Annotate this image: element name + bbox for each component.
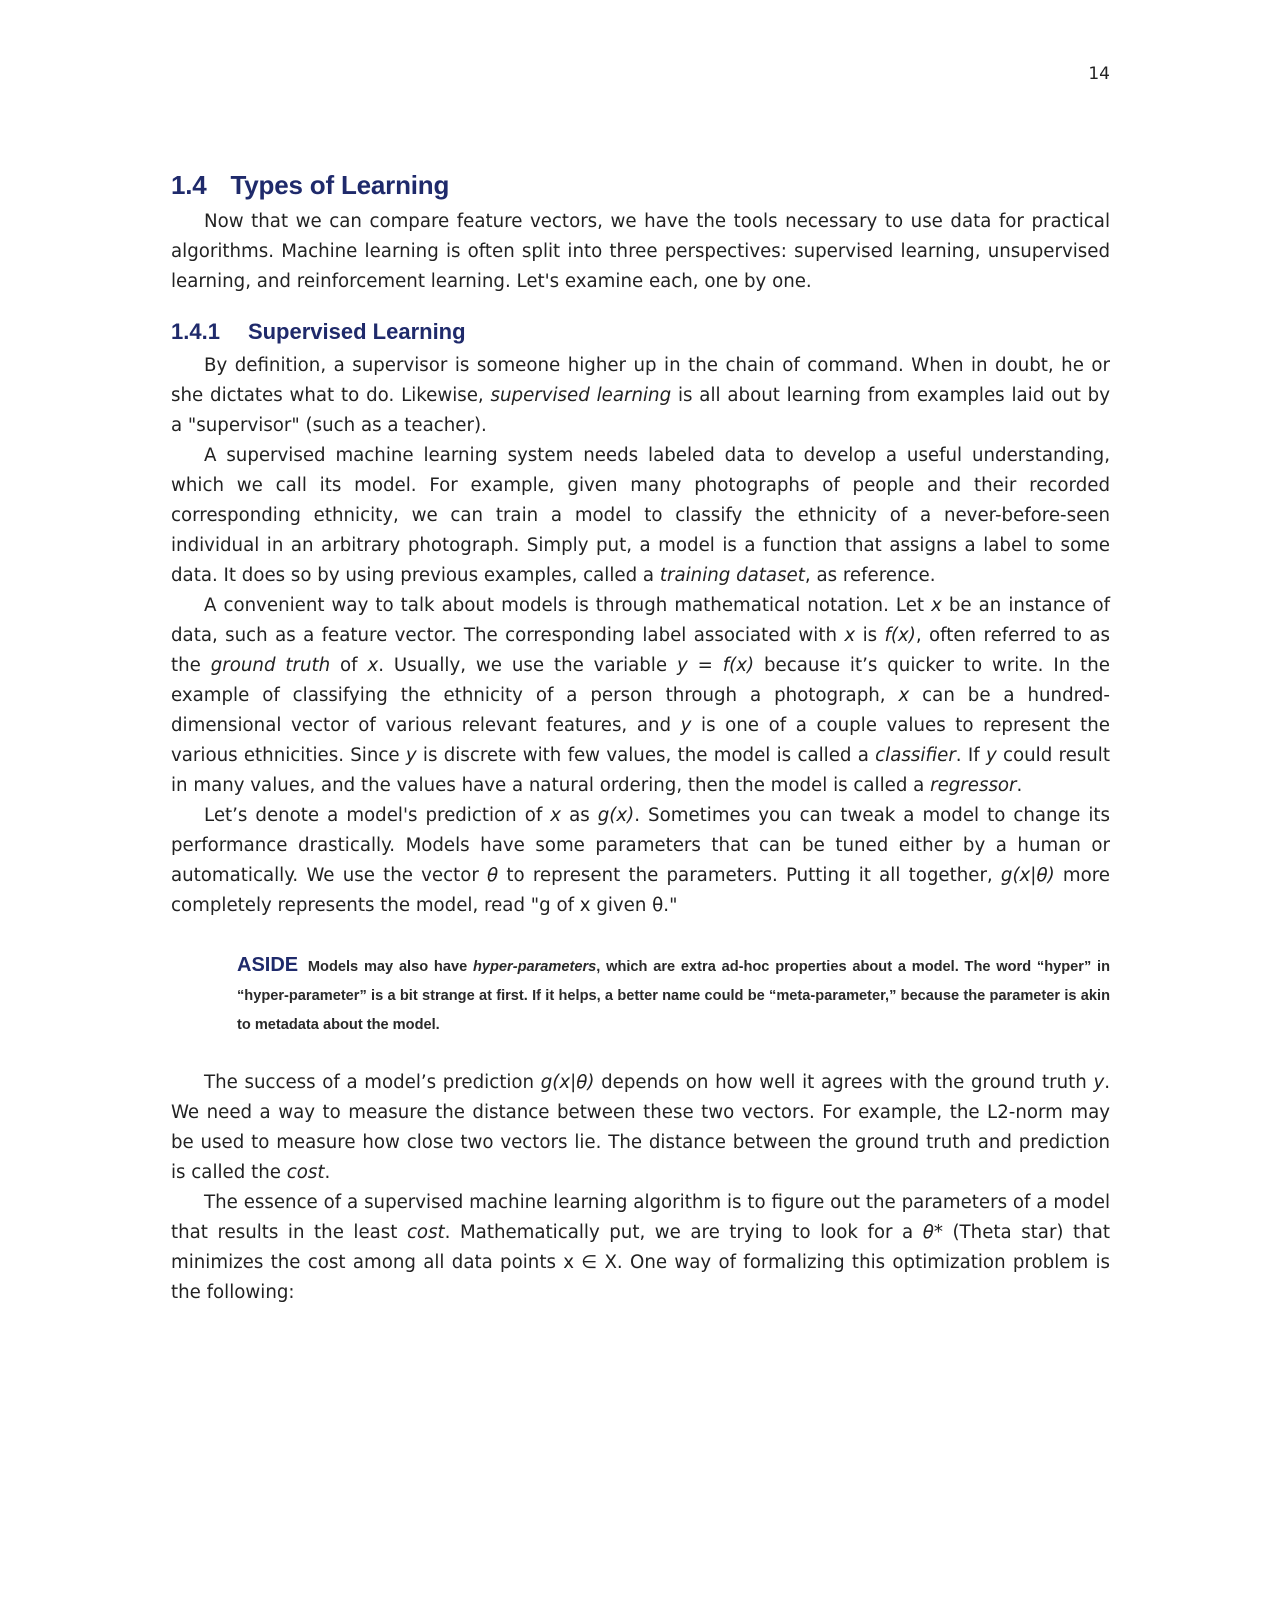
paragraph-model-definition: A supervised machine learning system needs labeled data to develop a useful understanding, which we call its model. For example, given many photographs of people and their recorded corresponding ethnicity, we can train a model to classify the ethnicity of a never-before-seen individual in an arbitrary photograph. Simply put, a model is a function that assigns a label to some data. It does so by using previous examples, called a training dataset, as reference. xyxy=(171,445,1110,586)
term-supervised-learning: supervised learning xyxy=(490,385,672,406)
term-regressor: regressor xyxy=(930,775,1017,796)
term-training-dataset: training dataset xyxy=(659,565,805,586)
section-number: 1.4 xyxy=(171,170,207,200)
term-cost: cost xyxy=(286,1162,325,1183)
section-intro-paragraph: Now that we can compare feature vectors, we have the tools necessary to use data for practical algorithms. Machine learning is often split into three perspectives: supervised learning, unsupervised learning, and reinforcement learning. Let's examine each, one by one. xyxy=(171,211,1110,292)
aside-label: ASIDE xyxy=(237,954,299,976)
section-title: Types of Learning xyxy=(230,170,450,200)
paragraph-notation: A convenient way to talk about models is through mathematical notation. Let x be an instance of data, such as a feature vector. The corresponding label associated with x is f(x), often referred to as the ground truth of x. Usually, we use the variable y = f(x) because it’s quicker to write. In the example of classifying the ethnicity of a person through a photograph, x can be a hundred-dimensional vector of various relevant features, and y is one of a couple values to represent the various ethnicities. Since y is discrete with few values, the model is called a classifier. If y could result in many values, and the values have a natural ordering, then the model is called a regressor. xyxy=(171,595,1110,796)
paragraph-supervisor-definition: By definition, a supervisor is someone higher up in the chain of command. When in doubt, he or she dictates what to do. Likewise, supervised learning is all about learning from examples laid out by a "supervisor" (such as a teacher). xyxy=(171,355,1110,436)
subsection-title: Supervised Learning xyxy=(247,319,466,344)
page-number: 14 xyxy=(1088,64,1110,84)
subsection-heading xyxy=(171,319,1110,345)
paragraph-optimization: The essence of a supervised machine learning algorithm is to figure out the parameters of a model that results in the least cost. Mathematically put, we are trying to look for a θ* (Theta star) that minimizes the cost among all data points x ∈ X. One way of formalizing this optimization problem is the following: xyxy=(171,1192,1110,1303)
term-classifier: classifier xyxy=(875,745,956,766)
subsection-number: 1.4.1 xyxy=(171,319,220,344)
section-heading xyxy=(171,170,1110,201)
term-hyper-parameters: hyper-parameters xyxy=(472,959,597,975)
term-ground-truth: ground truth xyxy=(210,655,331,676)
aside-box: ASIDE Models may also have hyper-parameters, which are extra ad-hoc properties about a model. The word “hyper” in “hyper-parameter” is a bit strange at first. If it helps, a better name could be “meta-parameter,” because the parameter is akin to metadata about the model. xyxy=(237,954,1110,1033)
paragraph-prediction: Let’s denote a model's prediction of x as g(x). Sometimes you can tweak a model to change its performance drastically. Models have some parameters that can be tuned either by a human or automatically. We use the vector θ to represent the parameters. Putting it all together, g(x|θ) more completely represents the model, read "g of x given θ." xyxy=(171,805,1110,916)
page-content xyxy=(171,170,1110,1308)
paragraph-cost: The success of a model’s prediction g(x|θ) depends on how well it agrees with the ground truth y. We need a way to measure the distance between these two vectors. For example, the L2-norm may be used to measure how close two vectors lie. The distance between the ground truth and prediction is called the cost. xyxy=(171,1072,1110,1183)
